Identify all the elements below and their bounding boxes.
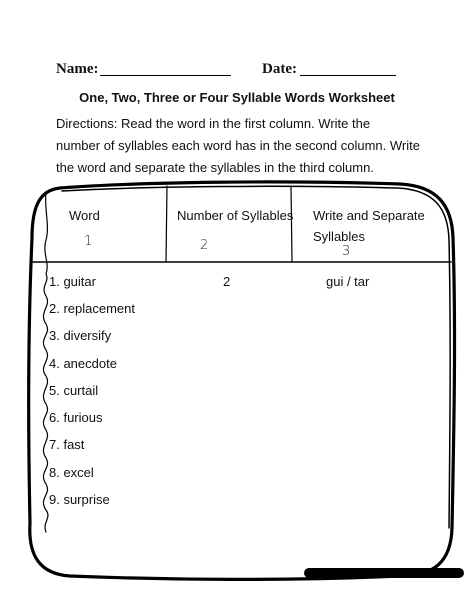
directions: [56, 113, 431, 179]
table-row-word-9: 9. surprise: [49, 492, 110, 507]
table-row-word-8: 8. excel: [49, 465, 94, 480]
column-mark-3: 3: [342, 244, 351, 259]
column-header-word: Word: [69, 208, 100, 223]
table-row-word-6: 6. furious: [49, 410, 103, 425]
table-row-count-1[interactable]: 2: [223, 274, 231, 289]
column-header-separate: [313, 205, 425, 247]
table-row-word-7: 7. fast: [49, 437, 85, 452]
date-label: Date:: [262, 61, 297, 77]
table-row-word-5: 5. curtail: [49, 383, 99, 398]
directions-line-2: number of syllables each word has in the second column. Write: [56, 138, 420, 153]
table-row-word-2: 2. replacement: [49, 301, 135, 316]
table-row-separated-1[interactable]: gui / tar: [326, 274, 370, 289]
name-field[interactable]: [100, 63, 231, 76]
directions-line-3: the word and separate the syllables in the third column.: [56, 160, 374, 175]
ink-scribble: [304, 568, 464, 578]
column-mark-2: 2: [200, 238, 209, 253]
date-field[interactable]: [300, 63, 396, 76]
table-row-word-1: 1. guitar: [49, 274, 96, 289]
name-label: Name:: [56, 61, 99, 77]
worksheet-title: One, Two, Three or Four Syllable Words Worksheet: [79, 90, 395, 105]
directions-line-1: Directions: Read the word in the first column. Write the: [56, 116, 371, 131]
column-header-separate-line-1: Write and Separate: [313, 208, 425, 223]
column-header-separate-line-2: Syllables: [313, 229, 366, 244]
table-row-word-4: 4. anecdote: [49, 356, 117, 371]
column-mark-1: 1: [84, 234, 93, 249]
column-header-syllables: Number of Syllables: [177, 208, 294, 223]
table-row-word-3: 3. diversify: [49, 328, 112, 343]
